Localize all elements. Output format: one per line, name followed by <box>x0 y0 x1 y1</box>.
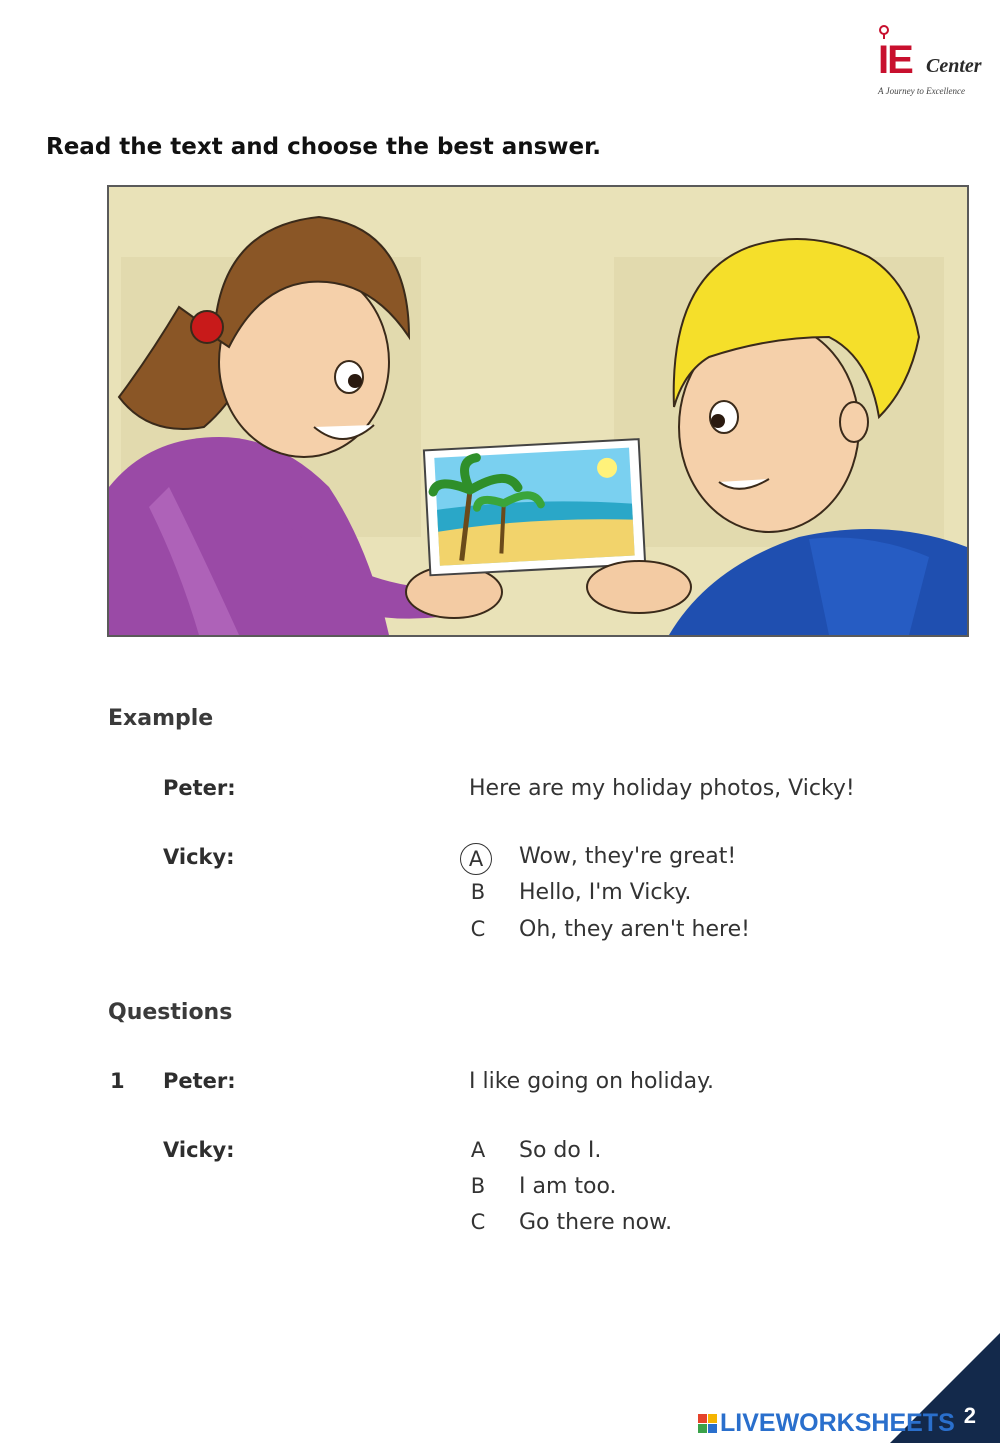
watermark-text: LIVEWORKSHEETS <box>720 1409 955 1437</box>
brand-logo <box>868 22 993 102</box>
example-prompt-text: Here are my holiday photos, Vicky! <box>469 776 855 801</box>
question-1-reply-speaker: Vicky: <box>163 1138 235 1162</box>
logo-tagline: A Journey to Excellence <box>878 86 966 96</box>
example-option-c-text: Oh, they aren't here! <box>519 917 750 942</box>
question-1-option-a-letter[interactable]: A <box>470 1138 486 1162</box>
logo-brand-main: IE <box>878 38 912 82</box>
question-1-option-c-letter[interactable]: C <box>470 1210 486 1234</box>
example-option-c-letter: C <box>470 917 486 941</box>
example-heading: Example <box>108 706 214 731</box>
question-1-prompt-speaker: Peter: <box>163 1069 236 1093</box>
question-1-number: 1 <box>110 1069 125 1093</box>
question-1-option-b-text[interactable]: I am too. <box>519 1174 617 1199</box>
example-prompt-speaker: Peter: <box>163 776 236 800</box>
question-1-prompt-text: I like going on holiday. <box>469 1069 714 1094</box>
example-option-b-letter: B <box>470 880 486 904</box>
question-1-option-a-text[interactable]: So do I. <box>519 1138 602 1163</box>
page-number: 2 <box>963 1403 976 1428</box>
illustration-panel <box>107 185 969 637</box>
questions-heading: Questions <box>108 1000 233 1025</box>
liveworksheets-watermark[interactable] <box>698 1409 955 1437</box>
children-sharing-photo-illustration <box>109 187 967 635</box>
question-1-option-b-letter[interactable]: B <box>470 1174 486 1198</box>
example-option-b-text: Hello, I'm Vicky. <box>519 880 692 905</box>
example-option-a-letter: A <box>460 843 492 875</box>
example-reply-speaker: Vicky: <box>163 845 235 869</box>
logo-brand-rest: Center <box>926 55 982 77</box>
liveworksheets-logo-icon <box>698 1414 718 1434</box>
question-1-option-c-text[interactable]: Go there now. <box>519 1210 673 1235</box>
example-option-a-text: Wow, they're great! <box>519 844 737 869</box>
instruction-heading: Read the text and choose the best answer. <box>46 134 601 160</box>
